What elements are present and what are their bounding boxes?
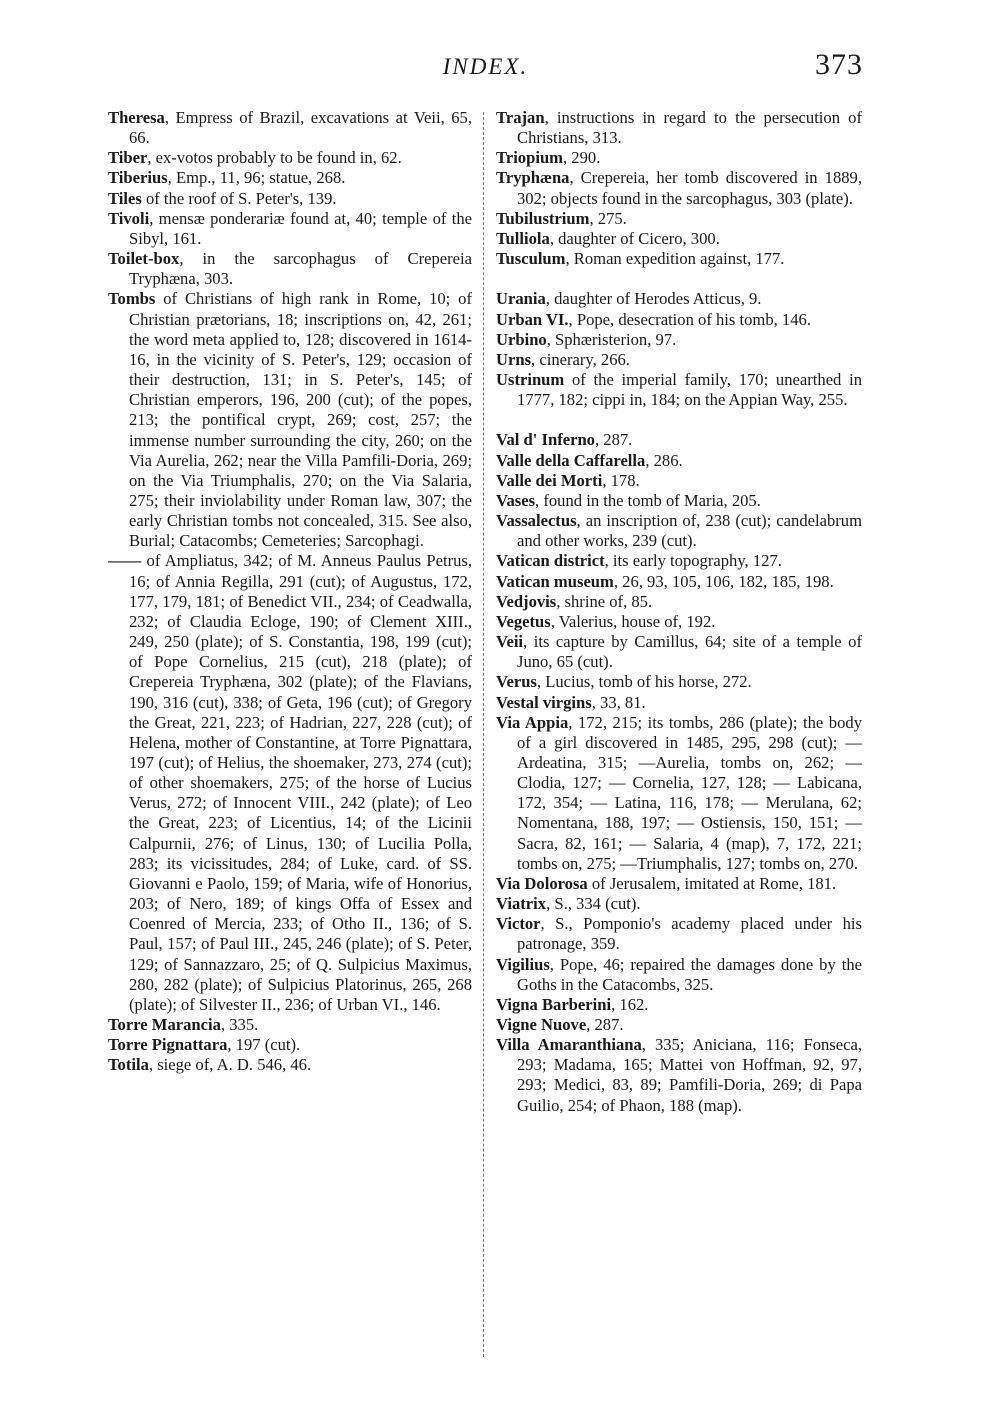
index-headword: Tiberius — [108, 168, 168, 188]
index-entry — [496, 693, 862, 713]
index-column-left — [108, 108, 472, 1076]
index-references: , Pope, 46; repaired the damages done by the Goths in the Catacombs, 325. — [517, 954, 862, 994]
index-headword: Torre Pignattara — [108, 1035, 228, 1055]
index-entry — [496, 1035, 862, 1116]
index-entry — [108, 1035, 472, 1055]
index-headword: Via Appia — [496, 712, 569, 732]
index-entry — [496, 572, 862, 592]
index-headword: Urbino — [496, 329, 547, 349]
index-headword: Vatican museum — [496, 571, 614, 591]
index-references: , Lucius, tomb of his horse, 272. — [536, 672, 752, 692]
index-entry — [496, 914, 862, 954]
index-headword: Villa Amaranthiana — [496, 1035, 642, 1055]
index-headword: Vedjovis — [496, 591, 557, 611]
index-references: , 197 (cut). — [227, 1035, 301, 1055]
index-entry — [496, 894, 862, 914]
index-entry — [496, 713, 862, 874]
index-headword: Vigna Barberini — [496, 994, 612, 1014]
index-references: , Crepereia, her tomb discovered in 1889, 302; objects found in the sarcophagus, 303 (plate). — [517, 168, 862, 208]
index-entry — [108, 249, 472, 289]
index-headword: Urban VI. — [496, 309, 569, 329]
column-divider — [483, 112, 484, 1357]
index-headword: Vestal virgins — [496, 692, 592, 712]
index-headword: Veii — [496, 632, 524, 652]
index-references: , 286. — [645, 450, 683, 470]
index-entry — [496, 168, 862, 208]
index-entry — [496, 471, 862, 491]
index-headword: Via Dolorosa — [496, 873, 588, 893]
index-entry — [496, 995, 862, 1015]
index-headword: Verus — [496, 672, 537, 692]
index-references: , 172, 215; its tombs, 286 (plate); the body of a girl discovered in 1485, 295, 298 (cut); — Ardeatina, 315; —Aurelia, tombs on, 262; — Clodia, 127; — Cornelia, 127, 128; — Labicana, 172, 354; — Latina, 116, 178; — Merulana, 62; Nomentana, 188, 197; — Ostiensis, 150, 151; — Sacra, 82, 161; — Salaria, 4 (map), 7, 172, 221; tombs on, 275; —Triumphalis, 127; tombs on, 270. — [517, 712, 862, 873]
index-references: , daughter of Cicero, 300. — [549, 228, 720, 248]
index-references: , cinerary, 266. — [531, 349, 630, 369]
index-headword: Victor — [496, 914, 541, 934]
index-references: , 33, 81. — [591, 692, 646, 712]
index-references: of Jerusalem, imitated at Rome, 181. — [587, 873, 837, 893]
index-entry — [496, 330, 862, 350]
index-references: of the imperial family, 170; unearthed in 1777, 182; cippi in, 184; on the Appian Way, 255. — [517, 370, 862, 410]
index-entry — [496, 310, 862, 330]
index-references: , Sphæristerion, 97. — [546, 329, 677, 349]
index-references: , Pope, desecration of his tomb, 146. — [568, 309, 811, 329]
index-entry — [108, 189, 472, 209]
index-headword: Vigne Nuove — [496, 1015, 587, 1034]
index-entry — [496, 289, 862, 309]
index-references: , daughter of Herodes Atticus, 9. — [545, 289, 762, 309]
index-headword: Tiles — [108, 188, 142, 208]
index-headword: Tryphæna — [496, 168, 570, 188]
index-entry — [108, 1015, 472, 1035]
index-references: , 287. — [586, 1015, 624, 1034]
running-head: INDEX. — [442, 54, 529, 79]
index-references: , 290. — [563, 148, 601, 168]
index-headword: Val d' Inferno — [496, 430, 595, 450]
index-headword: Urania — [496, 289, 546, 309]
index-references: , S., 334 (cut). — [546, 894, 641, 914]
index-headword: Ustrinum — [496, 370, 565, 390]
index-entry — [108, 209, 472, 249]
index-references: , 275. — [589, 208, 627, 228]
index-headword: Urns — [496, 349, 532, 369]
index-references: , Emp., 11, 96; statue, 268. — [167, 168, 346, 188]
index-references: of Ampliatus, 342; of M. Anneus Paulus Petrus, 16; of Annia Regilla, 291 (cut); of Augustus, 172, 177, 179, 181; of Benedict VII., 234; of Ceadwalla, 232; of Claudia Ecloge, 190; of Clement XIII., 249, 250 (plate); of S. Constantia, 198, 199 (cut); of Pope Cornelius, 215 (cut), 218 (plate); of Crepereia Tryphæna, 302 (plate); of the Flavians, 190, 316 (cut), 338; of Geta, 196 (cut); of Gregory the Great, 221, 223; of Hadrian, 227, 228 (cut); of Helena, mother of Constantine, at Torre Pignattara, 197 (cut); of Helius, the shoemaker, 273, 274 (cut); of other shoemakers, 275; of the horse of Lucius Verus, 272; of Innocent VIII., 242 (plate); of Leo the Great, 223; of Licentius, 14; of the Licinii Calpurnii, 276; of Linus, 130; of Lucilia Polla, 283; its vicissitudes, 284; of Luke, card. of SS. Giovanni e Paolo, 159; of Maria, wife of Honorius, 203; of Nero, 189; of kings Offa of Essex and Coenred of Mercia, 233; of Otho II., 136; of S. Paul, 157; of Paul III., 245, 246 (plate); of S. Peter, 129; of Sannazzaro, 25; of Q. Sulpicius Maximus, 280, 282 (plate); of Sulpicius Platorinus, 265, 268 (plate); of Silvester II., 236; of Urban VI., 146. — [129, 551, 472, 1014]
index-headword: Tulliola — [496, 228, 550, 248]
index-references: , S., Pomponio's academy placed under his patronage, 359. — [517, 914, 862, 954]
index-headword: Tubilustrium — [496, 208, 590, 228]
index-entry — [108, 551, 472, 1015]
index-entry — [496, 108, 862, 148]
index-headword: Trajan — [496, 108, 545, 127]
index-entry — [496, 491, 862, 511]
index-entry — [496, 592, 862, 612]
index-entry — [496, 874, 862, 894]
index-headword: Toilet-box — [108, 249, 180, 269]
index-headword: Vassalectus — [496, 511, 577, 531]
index-entry — [496, 209, 862, 229]
index-entry — [108, 108, 472, 148]
index-references: of the roof of S. Peter's, 139. — [141, 188, 337, 208]
index-headword: —— — [108, 551, 142, 571]
index-references: , 26, 93, 105, 106, 182, 185, 198. — [613, 571, 834, 591]
page-number: 373 — [815, 48, 863, 81]
index-references: , an inscription of, 238 (cut); candelabrum and other works, 239 (cut). — [517, 511, 862, 551]
index-headword: Valle dei Morti — [496, 470, 603, 490]
index-entry — [496, 148, 862, 168]
index-headword: Viatrix — [496, 894, 547, 914]
index-headword: Vatican district — [496, 551, 605, 571]
index-entry — [496, 612, 862, 632]
index-references: of Christians of high rank in Rome, 10; of Christian prætorians, 18; inscriptions on, 42, 261; the word meta applied to, 128; discovered in 1614-16, in the vicinity of S. Peter's, 129; occasion of their destruction, 131; in S. Peter's, 145; of Christian emperors, 196, 200 (cut); of the popes, 213; the pontifical crypt, 269; cost, 257; the immense number surrounding the city, 260; on the Via Aurelia, 262; near the Villa Pamfili-Doria, 269; on the Via Triumphalis, 270; on the Via Salaria, 275; their inviolability under Roman law, 307; the early Christian tombs not concealed, 315. See also, Burial; Catacombs; Cemeteries; Sarcophagi. — [129, 289, 472, 551]
index-entry — [496, 249, 862, 269]
index-references: , 287. — [594, 430, 633, 450]
index-references: , shrine of, 85. — [556, 591, 653, 611]
index-entry — [496, 370, 862, 410]
index-entry — [108, 289, 472, 551]
index-references: , mensæ ponderariæ found at, 40; temple of the Sibyl, 161. — [129, 208, 472, 248]
page-header — [108, 48, 863, 88]
index-entry — [496, 672, 862, 692]
index-headword: Totila — [108, 1055, 149, 1075]
index-references: , its early topography, 127. — [604, 551, 782, 571]
index-references: , siege of, A. D. 546, 46. — [148, 1055, 312, 1075]
index-entry — [108, 1055, 472, 1075]
index-headword: Valle della Caffarella — [496, 450, 646, 470]
index-headword: Tusculum — [496, 249, 566, 269]
index-entry — [496, 430, 862, 450]
index-entry — [496, 511, 862, 551]
index-entry — [496, 350, 862, 370]
index-entry — [108, 168, 472, 188]
index-headword: Vegetus — [496, 611, 551, 631]
index-references: , Valerius, house of, 192. — [550, 611, 716, 631]
index-headword: Torre Marancia — [108, 1015, 221, 1035]
index-entry — [108, 148, 472, 168]
index-entry — [496, 632, 862, 672]
index-references: , 162. — [611, 994, 649, 1014]
index-references: , instructions in regard to the persecution of Christians, 313. — [517, 108, 862, 148]
index-references: , Roman expedition against, 177. — [565, 249, 785, 269]
index-references: , 335; Aniciana, 116; Fonseca, 293; Madama, 165; Mattei von Hoffman, 92, 97, 293; Medici, 83, 89; Pamfili-Doria, 269; di Papa Guilio, 254; of Phaon, 188 (map). — [517, 1035, 862, 1115]
index-references: , 178. — [602, 470, 640, 490]
index-references: , its capture by Camillus, 64; site of a temple of Juno, 65 (cut). — [517, 632, 862, 672]
index-references: , found in the tomb of Maria, 205. — [535, 490, 761, 510]
index-headword: Vigilius — [496, 954, 550, 974]
index-entry — [496, 955, 862, 995]
index-entry — [496, 551, 862, 571]
index-entry — [496, 229, 862, 249]
index-column-right — [496, 108, 862, 1116]
index-entry — [496, 451, 862, 471]
index-headword: Tombs — [108, 289, 156, 309]
index-entry — [496, 1015, 862, 1035]
index-references: , in the sarcophagus of Crepereia Tryphæna, 303. — [129, 249, 472, 289]
index-headword: Tivoli — [108, 208, 150, 228]
index-references: , Empress of Brazil, excavations at Veii, 65, 66. — [129, 108, 472, 148]
index-references: , 335. — [220, 1015, 259, 1035]
index-headword: Vases — [496, 490, 536, 510]
index-references: , ex-votos probably to be found in, 62. — [147, 148, 402, 168]
index-headword: Theresa — [108, 108, 165, 127]
index-headword: Tiber — [108, 148, 148, 168]
index-headword: Triopium — [496, 148, 563, 168]
